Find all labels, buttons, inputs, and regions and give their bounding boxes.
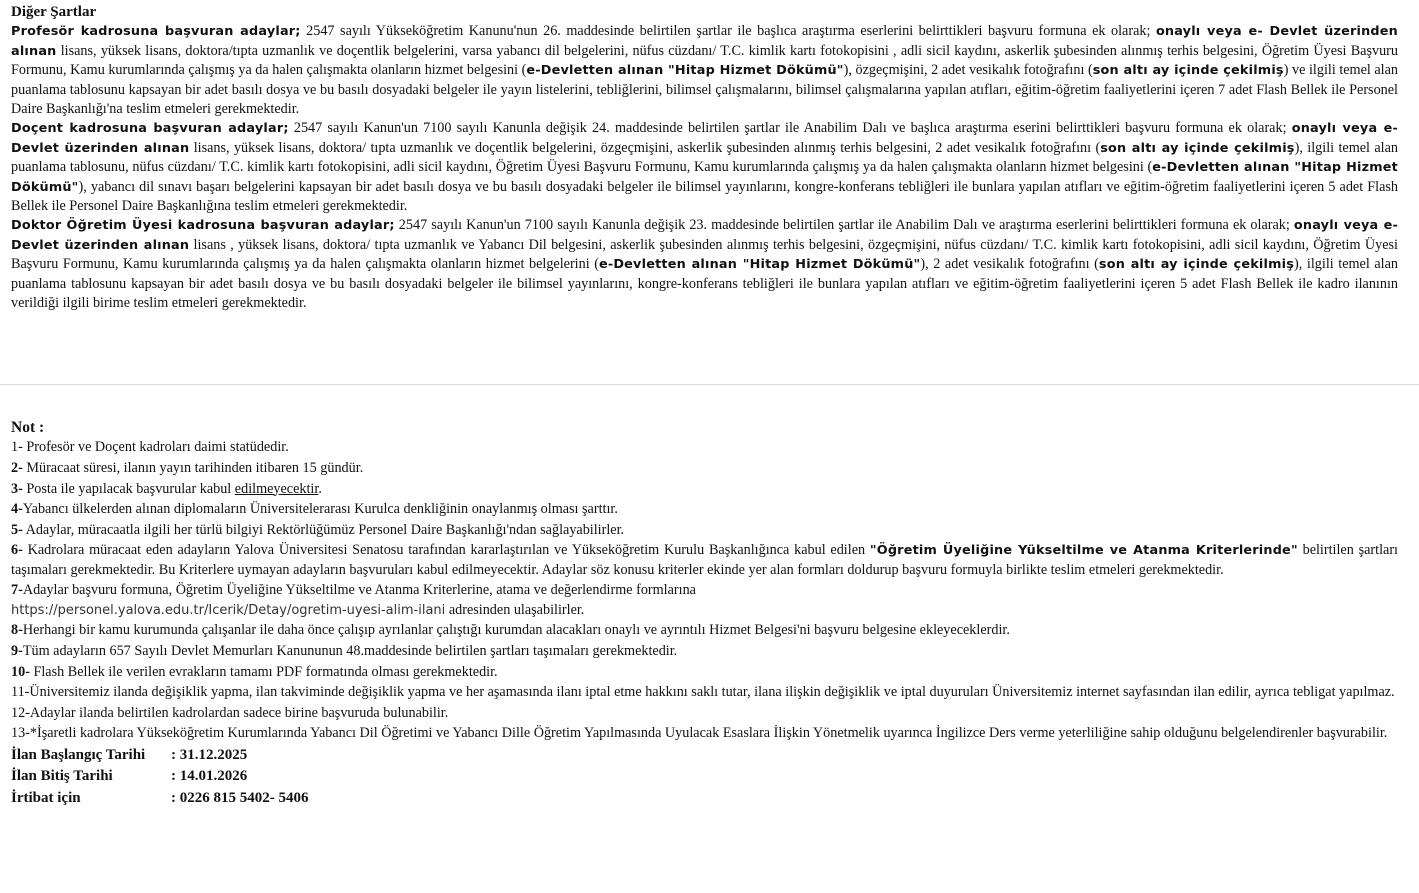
note-4: [11, 500, 1398, 519]
notes-title: Not :: [11, 419, 45, 436]
end-date-value: : 14.01.2026: [171, 768, 248, 785]
professor-label: Profesör kadrosuna başvuran adaylar;: [11, 24, 301, 40]
professor-text-1: 2547 sayılı Yükseköğretim Kanunu'nun 26. maddesinde belirtilen şartlar ile başlıca araştırma eserlerini belirttikleri başvuru formuna ek olarak;: [300, 23, 1156, 40]
note-9: [11, 642, 1398, 661]
professor-bold-1: onaylı veya e- Devlet üzerinden alınan: [11, 24, 1398, 59]
note-7-text: Adaylar başvuru formuna, Öğretim Üyeliğine Yükseltilme ve Atanma Kriterlerine, atama ve değerlendirme formlarına: [22, 582, 696, 599]
note-6-text: Kadrolara müracaat eden adayların Yalova Üniversitesi Senatosu tarafından kararlaştırılan ve Yükseköğretim Kurulu Başkanlığınca kabul edilen: [22, 542, 870, 559]
associate-text-3: ), ilgili temel alan puanlama tablosunu, nüfus cüzdanı/ T.C. kimlik kartı fotokopisini, adli sicil kaydını, Öğretim Üyesi Başvuru Formunu, Kamu kurumlarında çalışmış ya da halen çalışmakta olanların hizmet belgesini (: [11, 139, 1398, 176]
associate-paragraph: [11, 119, 1398, 216]
note-10-number: 10-: [11, 663, 30, 680]
doctor-bold-1: onaylı veya e- Devlet üzerinden alınan: [11, 218, 1398, 253]
doctor-bold-2: e-Devletten alınan "Hitap Hizmet Dökümü": [598, 257, 921, 273]
note-7-tail: adresinden ulaşabilirler.: [445, 601, 585, 618]
note-9-text: Tüm adayların 657 Sayılı Devlet Memurları Kanununun 48.maddesinde belirtilen şartları taşımaları gerekmektedir.: [22, 642, 678, 659]
note-6-criteria: "Öğretim Üyeliğine Yükseltilme ve Atanma Kriterlerinde": [869, 543, 1298, 559]
associate-text-4: ), yabancı dil sınavı başarı belgelerini kapsayan bir adet basılı dosya ve bu basılı dosyadaki belgeler ile bilimsel yayınlarını, kongre-konferans tebliğleri ile bunlara yapılan atıfları ve eğitim-öğretim faaliyetlerini içeren 5 adet Flash Bellek ile Personel Daire Başkanlığına teslim etmeleri gerekmektedir.: [11, 178, 1398, 215]
note-8-text: Herhangi bir kamu kurumunda çalışanlar ile daha önce çalışıp ayrılanlar çalıştığı kurumdan alacakları onaylı ve ayrıntılı Hizmet Belgesi'ni başvuru belgesine ekleyeceklerdir.: [22, 622, 1010, 639]
doctor-paragraph: [11, 216, 1398, 313]
note-6-text-2: belirtilen şartları taşımaları gerekmektedir. Bu Kriterlere uymayan adayların başvuruları kabul edilmeyecektir. Adaylar söz konusu kriterler ekinde yer alan formları doldurup başvuru formuyla birlikte teslim etmeleri gerekmektedir.: [11, 542, 1398, 578]
note-3-end: .: [318, 480, 322, 497]
note-2: [11, 459, 1398, 478]
note-5-text: Adaylar, müracaatla ilgili her türlü bilgiyi Rektörlüğümüz Personel Daire Başkanlığı'ndan sağlayabilirler.: [22, 521, 625, 538]
note-7: [11, 581, 1398, 620]
professor-bold-2: e-Devletten alınan "Hitap Hizmet Dökümü": [526, 63, 844, 79]
note-3: [11, 480, 1398, 499]
note-13: 13-*İşaretli kadrolara Yükseköğretim Kurumlarında Yabancı Dil Öğretimi ve Yabancı Dille Öğretim Yapılmasında Uyulacak Esaslara İlişkin Yönetmelik uyarınca İngilizce Ders verme yeterliliğine sahip olduğunu belgelendirenler başvurabilir.: [11, 725, 1388, 742]
professor-paragraph: [11, 22, 1398, 119]
note-6-number: 6-: [11, 542, 23, 559]
note-8-number: 8-: [11, 622, 23, 639]
professor-text-3: ), özgeçmişini, 2 adet vesikalık fotoğrafını (: [843, 62, 1093, 79]
note-10: [11, 663, 1398, 682]
section-divider: [0, 384, 1419, 385]
note-2-number: 2-: [11, 460, 23, 476]
note-3-number: 3-: [11, 480, 23, 497]
associate-text-1: 2547 sayılı Kanun'un 7100 sayılı Kanunla değişik 24. maddesinde belirtilen şartlar ile Anabilim Dalı ve başlıca araştırma eserini belirttikleri başvuru formuna ek olarak;: [288, 120, 1292, 137]
note-4-number: 4-: [11, 501, 23, 518]
professor-text-4: ) ve ilgili temel alan puanlama tablosunu kapsayan bir adet basılı dosya ve bu basılı dosyadaki belgeler ile yayın listelerini, tebliğlerini, bilimsel çalışmalarını, bilimsel çalışmalarına yapılan atıfları, eğitim-öğretim faaliyetlerini içeren 7 adet Flash Bellek ile Personel Daire Başkanlığı'na teslim etmeleri gerekmektedir.: [11, 62, 1399, 118]
note-8: [11, 621, 1398, 640]
doctor-label: Doktor Öğretim Üyesi kadrosuna başvuran adaylar;: [11, 218, 395, 234]
note-7-url-link[interactable]: https://personel.yalova.edu.tr/Icerik/Detay/ogretim-uyesi-alim-ilani: [11, 602, 446, 618]
section-title: Diğer Şartlar: [11, 4, 97, 20]
doctor-text-2: lisans , yüksek lisans, doktora/ tıpta uzmanlık ve Yabancı Dil belgesini, askerlik şubesinden alınmış terhis belgesini, özgeçmişini, nüfus cüzdanı/ T.C. kimlik kartı fotokopisini, adli sicil kaydını, Öğretim Üyesi Başvuru Formunu, Kamu kurumlarında çalışmış ya da halen çalışmakta olanların hizmet belgelerini (: [11, 236, 1398, 273]
note-9-number: 9-: [11, 642, 23, 659]
start-date-value: : 31.12.2025: [171, 746, 248, 763]
associate-label: Doçent kadrosuna başvuran adaylar;: [11, 121, 289, 137]
end-date-label: İlan Bitiş Tarihi: [11, 768, 113, 785]
note-2-text: Müracaat süresi, ilanın yayın tarihinden itibaren 15 gündür.: [22, 460, 364, 476]
note-10-text: Flash Bellek ile verilen evrakların tamamı PDF formatında olması gerekmektedir.: [29, 663, 498, 680]
start-date-label: İlan Başlangıç Tarihi: [11, 746, 146, 763]
associate-bold-1: onaylı veya e- Devlet üzerinden alınan: [11, 121, 1398, 156]
doctor-text-4: ), ilgili temel alan puanlama tablosunu kapsayan bir adet basılı dosya ve bu basılı dosyadaki belgeler ile bilimsel yayınlarını, kongre-konferans tebliğleri ile bunlara yapılan atıfları ve eğitim-öğretim faaliyetlerini içeren 5 adet Flash Bellek ile kadro ilanının verildiği ilgili birime teslim etmeleri gerekmektedir.: [11, 256, 1398, 312]
note-4-text: Yabancı ülkelerden alınan diplomaların Üniversitelerarası Kurulca denkliğinin onaylanmış olması şarttır.: [22, 501, 618, 518]
associate-text-2: lisans, yüksek lisans, doktora/ tıpta uzmanlık ve doçentlik belgelerini, özgeçmişini, askerlik şubesinden alınmış terhis belgesini, 2 adet vesikalık fotoğrafını (: [189, 139, 1101, 156]
associate-bold-3: e-Devletten alınan "Hitap Hizmet Dökümü": [11, 160, 1398, 195]
info-contact-row: [11, 788, 1398, 810]
note-5: [11, 521, 1398, 540]
associate-bold-2: son altı ay içinde çekilmiş: [1100, 140, 1295, 156]
note-3-text: Posta ile yapılacak başvurular kabul: [22, 480, 235, 497]
note-3-underlined: edilmeyecektir: [234, 480, 319, 497]
doctor-bold-3: son altı ay içinde çekilmiş: [1098, 257, 1295, 273]
doctor-text-1: 2547 sayılı Kanun'un 7100 sayılı Kanunla değişik 23. maddesinde belirtilen şartlar ile Anabilim Dalı ve araştırma eserlerini belirttikleri formuna ek olarak;: [394, 217, 1294, 234]
note-7-number: 7-: [11, 582, 23, 599]
note-6: [11, 541, 1398, 580]
note-12: 12-Adaylar ilanda belirtilen kadrolardan sadece birine başvuruda bulunabilir.: [11, 704, 449, 721]
contact-label: İrtibat için: [11, 789, 81, 806]
note-11: 11-Üniversitemiz ilanda değişiklik yapma, ilan takviminde değişiklik yapma ve her aşamasında ilanı iptal etme hakkını saklı tutar, ilana ilişkin değişiklik ve iptal duyuruları Üniversitemiz internet sayfasından ilan edilir, ayrıca tebligat yapılmaz.: [11, 684, 1395, 701]
contact-value: : 0226 815 5402- 5406: [171, 789, 309, 806]
notes-section: [11, 418, 1398, 809]
professor-bold-3: son altı ay içinde çekilmiş: [1092, 63, 1284, 79]
info-end-row: [11, 766, 1398, 788]
doctor-text-3: ), 2 adet vesikalık fotoğrafını (: [920, 256, 1099, 273]
note-5-number: 5-: [11, 521, 23, 538]
requirements-section: [11, 3, 1398, 314]
note-1: 1- Profesör ve Doçent kadroları daimi statüdedir.: [11, 439, 289, 456]
info-start-row: [11, 745, 1398, 767]
professor-text-2: lisans, yüksek lisans, doktora/tıpta uzmanlık ve doçentlik belgelerini, varsa yabancı dil belgelerini, nüfus cüzdanı/ T.C. kimlik kartı fotokopisini , adli sicil kaydını, askerlik şubesinden alınmış terhis belgesini, Öğretim Üyesi Başvuru Formunu, Kamu kurumlarında çalışmış ya da halen çalışmakta olanların hizmet belgesini (: [11, 42, 1398, 79]
